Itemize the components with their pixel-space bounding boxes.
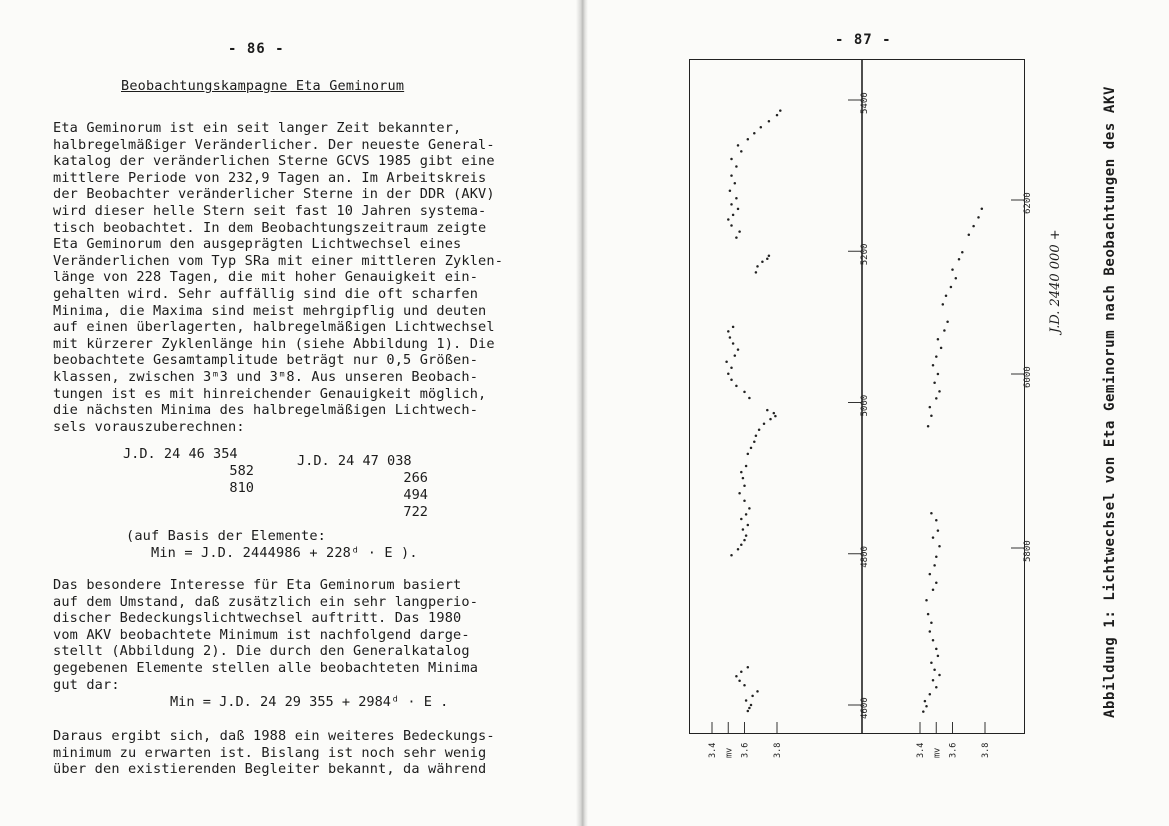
data-point: [753, 441, 756, 444]
data-point: [756, 690, 759, 693]
data-point: [935, 648, 938, 651]
data-point: [968, 234, 971, 237]
data-point: [738, 492, 741, 495]
data-point: [977, 216, 980, 219]
data-point: [743, 684, 746, 687]
data-point: [725, 360, 728, 363]
mag-tick-label: 3.4: [708, 742, 718, 758]
data-point: [751, 695, 754, 698]
data-point: [925, 705, 928, 708]
data-point: [748, 707, 751, 710]
data-point: [937, 338, 940, 341]
data-point: [761, 261, 764, 264]
data-point: [769, 418, 772, 421]
paragraph1-line: katalog der veränderlichen Sterne GCVS 1985 gibt eine: [53, 153, 495, 170]
mag-tick-label: 3.6: [740, 742, 751, 758]
data-point: [727, 373, 730, 376]
data-point: [935, 686, 938, 689]
data-point: [961, 251, 964, 254]
paragraph1-line: der Beobachter veränderlicher Sterne in der DDR (AKV): [53, 186, 495, 203]
jd-tick-label: 6200: [1023, 192, 1033, 214]
data-point: [932, 536, 935, 539]
data-point: [773, 412, 776, 415]
data-point: [774, 415, 777, 418]
data-point: [740, 518, 743, 521]
paragraph1-line: tungen ist es mit hinreichender Genauigkeit möglich,: [53, 385, 487, 402]
data-point: [747, 710, 750, 713]
paragraph3-line: minimum zu erwarten ist. Bislang ist noch sehr wenig: [53, 744, 487, 761]
data-point: [743, 484, 746, 487]
data-point: [766, 409, 769, 412]
mag-tick-label: 3.4: [916, 742, 926, 758]
data-point: [932, 679, 935, 682]
data-point: [737, 548, 740, 551]
data-point: [942, 303, 945, 306]
paragraph1-line: die nächsten Minima des halbregelmäßigen Lichtwech-: [53, 402, 479, 419]
data-point: [742, 528, 745, 531]
paragraph1-line: wird dieser helle Stern seit fast 10 Jahren systema-: [53, 202, 487, 219]
mag-tick-label: mv: [724, 747, 735, 758]
data-point: [768, 120, 771, 123]
jd-tick-label: 5200: [860, 243, 870, 266]
data-point: [750, 704, 753, 707]
data-point: [735, 236, 738, 239]
data-point: [740, 150, 743, 153]
data-point: [750, 447, 753, 450]
data-point: [763, 422, 766, 425]
data-point: [935, 555, 938, 558]
elements_note-line: Min = J.D. 2444986 + 228ᵈ · E ).: [126, 544, 418, 561]
data-point: [981, 207, 984, 210]
data-point: [753, 132, 756, 135]
data-point: [950, 286, 953, 289]
minima-list-2: J.D. 24 47 038 266 494 722: [297, 453, 428, 520]
data-point: [737, 144, 740, 147]
data-point: [735, 197, 738, 200]
data-point: [727, 330, 730, 333]
data-point: [925, 599, 928, 602]
data-point: [766, 258, 769, 261]
page-number-left: - 86 -: [228, 41, 285, 57]
data-point: [938, 674, 941, 677]
data-point: [935, 519, 938, 522]
page-number-right: - 87 -: [835, 32, 892, 48]
data-point: [935, 397, 938, 400]
data-point: [748, 397, 751, 400]
data-point: [929, 573, 932, 576]
data-point: [743, 500, 746, 503]
data-point: [955, 277, 958, 280]
data-point: [758, 428, 761, 431]
data-point: [755, 435, 758, 438]
data-point: [768, 255, 771, 257]
data-point: [929, 406, 932, 409]
paragraph1-line: beobachtete Gesamtamplitude beträgt nur 0,5 Größen-: [53, 352, 479, 369]
data-point: [933, 669, 936, 672]
data-point: [730, 203, 733, 206]
data-point: [756, 265, 759, 268]
data-point: [743, 539, 746, 542]
data-point: [945, 294, 948, 297]
jd-tick-label: 5000: [860, 394, 870, 417]
paragraph1-line: länge von 228 Tagen, die mit hoher Genauigkeit ein-: [53, 269, 479, 286]
data-point: [958, 258, 961, 261]
data-point: [730, 366, 733, 369]
data-point: [929, 693, 932, 696]
data-point: [740, 670, 743, 673]
data-point: [735, 385, 738, 388]
paragraph1-line: halbregelmäßiger Veränderlicher. Der neueste General-: [53, 136, 495, 153]
paragraph1-line: mittlere Periode von 232,9 Tagen an. Im Arbeitskreis: [53, 169, 487, 186]
data-point: [927, 425, 930, 428]
paragraph1-line: klassen, zwischen 3ᵐ3 und 3ᵐ8. Aus unseren Beobach-: [53, 368, 479, 385]
data-point: [747, 524, 750, 527]
data-point: [737, 348, 740, 351]
data-point: [734, 182, 737, 185]
data-point: [735, 675, 738, 678]
data-point: [729, 336, 732, 339]
elements_note-line: (auf Basis der Elemente:: [126, 528, 327, 544]
data-point: [933, 564, 936, 567]
data-point: [732, 214, 735, 217]
data-point: [747, 666, 750, 669]
data-point: [732, 342, 735, 345]
data-point: [951, 268, 954, 271]
data-point: [737, 208, 740, 211]
data-point: [932, 589, 935, 592]
data-point: [935, 355, 938, 358]
data-point: [946, 321, 949, 324]
data-point: [738, 230, 741, 233]
data-point: [937, 373, 940, 376]
paragraph1-line: Minima, die Maxima sind meist mehrgipflig und deuten: [53, 302, 487, 319]
jd-axis-label: J.D. 2440 000 +: [1048, 229, 1063, 333]
data-point: [779, 109, 782, 112]
data-point: [937, 655, 940, 658]
data-point: [938, 390, 941, 393]
paragraph1-line: Eta Geminorum den ausgeprägten Lichtwechsel eines: [53, 236, 462, 253]
data-point: [740, 471, 743, 474]
paragraph2-line: gegebenen Elemente stellen alle beobachteten Minima: [53, 659, 479, 676]
data-point: [929, 630, 932, 633]
paragraph1-line: mit kürzerer Zyklenlänge hin (siehe Abbildung 1). Die: [53, 335, 495, 352]
paragraph2-line: vom AKV beobachtete Minimum ist nachfolgend darge-: [53, 626, 470, 643]
paragraph3-line: über den existierenden Begleiter bekannt, da während: [53, 761, 487, 778]
data-point: [943, 329, 946, 332]
data-point: [743, 391, 746, 394]
data-point: [930, 512, 933, 515]
data-point: [740, 543, 743, 546]
data-point: [940, 347, 943, 350]
jd-tick-label: 5400: [860, 92, 870, 114]
data-point: [730, 554, 733, 557]
data-point: [972, 225, 975, 228]
data-point: [735, 165, 738, 168]
jd-tick-label: 5800: [1023, 540, 1033, 562]
paragraph2-line: auf dem Umstand, daß zusätzlich ein sehr langperio-: [53, 593, 479, 610]
paragraph1-line: gehalten wird. Sehr auffällig sind die oft scharfen: [53, 285, 479, 302]
data-point: [730, 224, 733, 227]
paragraph2-line: gut dar:: [53, 676, 120, 693]
figure-caption: Abbildung 1: Lichtwechsel von Eta Geminorum nach Beobachtungen des AKV: [1102, 85, 1118, 718]
data-point: [748, 507, 751, 510]
data-point: [729, 190, 732, 193]
data-point: [742, 477, 745, 480]
data-point: [730, 379, 733, 382]
data-point: [755, 271, 758, 274]
paragraph1-line: auf einen überlagerten, halbregelmäßigen Lichtwechsel: [53, 319, 495, 336]
data-point: [922, 710, 925, 713]
jd-tick-label: 4600: [860, 697, 870, 719]
data-point: [760, 126, 763, 129]
data-point: [747, 138, 750, 141]
data-point: [745, 534, 748, 537]
data-point: [930, 662, 933, 665]
data-point: [745, 465, 748, 468]
mag-tick-label: 3.8: [981, 742, 991, 758]
data-point: [745, 513, 748, 516]
data-point: [938, 545, 941, 548]
formula-2: Min = J.D. 24 29 355 + 2984ᵈ · E .: [170, 694, 449, 710]
data-point: [727, 218, 730, 221]
data-point: [927, 613, 930, 616]
paragraph1-line: tisch beobachtet. In dem Beobachtungszeitraum zeigte: [53, 219, 487, 236]
data-point: [924, 700, 927, 703]
data-point: [933, 381, 936, 384]
mag-tick-label: mv: [932, 747, 943, 758]
paragraph1-line: sels vorauszuberechnen:: [53, 418, 245, 435]
paragraph2-line: discher Bedeckungslichtwechsel auftritt. Das 1980: [53, 610, 462, 627]
data-point: [738, 680, 741, 683]
data-point: [935, 582, 938, 585]
data-point: [734, 354, 737, 357]
data-point: [776, 114, 779, 117]
mag-tick-label: 3.8: [773, 742, 783, 758]
paragraph2-line: stellt (Abbildung 2). Die durch den Generalkatalog: [53, 643, 470, 660]
article-title: Beobachtungskampagne Eta Geminorum: [121, 78, 405, 94]
data-point: [732, 326, 735, 329]
paragraph1-line: Veränderlichen vom Typ SRa mit einer mittleren Zyklen-: [53, 252, 504, 269]
data-point: [932, 639, 935, 642]
jd-tick-label: 6000: [1023, 366, 1033, 388]
data-point: [730, 174, 733, 177]
data-point: [930, 622, 933, 625]
data-point: [747, 453, 750, 456]
data-point: [937, 529, 940, 532]
mag-tick-label: 3.6: [948, 742, 959, 758]
paragraph1-line: Eta Geminorum ist ein seit langer Zeit bekannter,: [53, 120, 462, 136]
data-point: [932, 364, 935, 367]
paragraph3-line: Daraus ergibt sich, daß 1988 ein weiteres Bedeckungs-: [53, 728, 495, 744]
data-point: [730, 158, 733, 161]
jd-tick-label: 4800: [860, 546, 870, 568]
data-point: [745, 699, 748, 702]
minima-list-1: J.D. 24 46 354 582 810: [123, 446, 254, 496]
paragraph2-line: Das besondere Interesse für Eta Geminorum basiert: [53, 577, 462, 593]
data-point: [930, 415, 933, 418]
